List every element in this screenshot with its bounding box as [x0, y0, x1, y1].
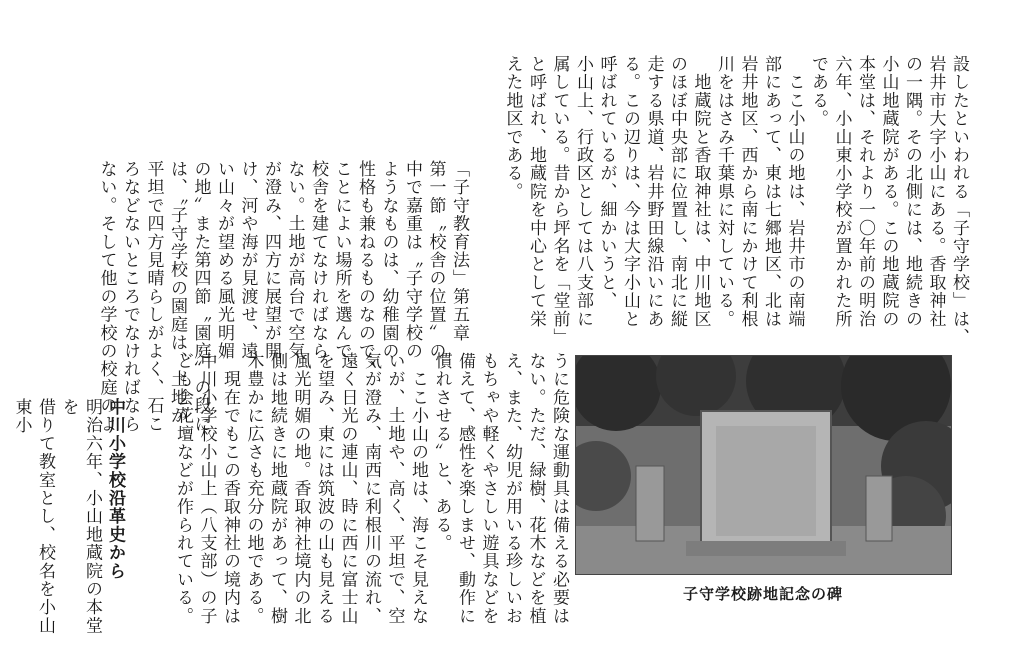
memorial-stone-image: [576, 356, 951, 574]
upper-text-block: 設したといわれる「子守学校」は、 岩井市大字小山にある。香取神社 の一隅。その北側には、地続きの 小山地蔵院がある。この地蔵院の 本堂は、それより一〇年前の明治 六年、小山東小学校が置かれた所 である。 ここ小山の地は、岩井市の南端 部にあって、東は七郷地区、北は 岩井地区、西から南にかけて利根 川をはさみ千葉県に対している。 地蔵院と香取神社は、中川地区 のほぼ中央部に位置し、南北に縦 走する県道、岩井野田線沿いにあ る。この辺りは、今は大字小山と 呼ばれているが、細かいうと、 小山上、行政区としては八支部に 属している。昔から坪名を「堂前」 と呼ばれ、地蔵院を中心として栄 えた地区である。: [502, 55, 969, 347]
photo-caption: 子守学校跡地記念の碑: [682, 585, 843, 603]
lower-left-text-block: 「子守教育法」第五章 第一節〝校舎の位置〟の 中で嘉重は〝子守学校の ようなものは、幼稚園の 性格も兼ねるものなので、 ことによい場所を選んで 校舎を建てなければなら ない。土地が高台で空気 が澄み、四方に展望が開 け、河や海が見渡せ、遠 い山々が望める風光明媚 の地〟また第四節〝園庭〟の段に は、〝子守学校の園庭は、土地が 平坦で四方見晴らしがよく、石こ ろなどないところでなければなら ない。そして他の学校の校庭のよ: [96, 160, 469, 433]
section-heading: 中川小学校沿革史から: [105, 398, 125, 580]
lower-right-text-block: 明治六年、小山地蔵院の本堂を 借りて教室とし、校名を小山東小: [11, 398, 102, 635]
memorial-stone-photo: [575, 355, 952, 575]
lower-middle-text-block: うに危険な運動具は備える必要は ない。ただ、緑樹、花木などを植 え、また、幼児が用いる珍しいお もちゃや軽くやさしい遊具などを 備えて、感性を楽しませ、動作に 慣れさせる〟と、ある。 ここ小山の地は、海こそ見えな いが、土地や、高く、平坦で、空 気が澄み、南西に利根川の流れ、 遠く日光の連山、時に西に富士山 を望み、東には筑波の山も見える 風光明媚の地。香取神社境内の北 側は地続きに地蔵院があって、樹 木豊かに広さも充分の地である。 現在でもこの香取神社の境内は 中川小学校小山上（八支部）の子 ども会花壇などが作られている。: [173, 352, 569, 625]
